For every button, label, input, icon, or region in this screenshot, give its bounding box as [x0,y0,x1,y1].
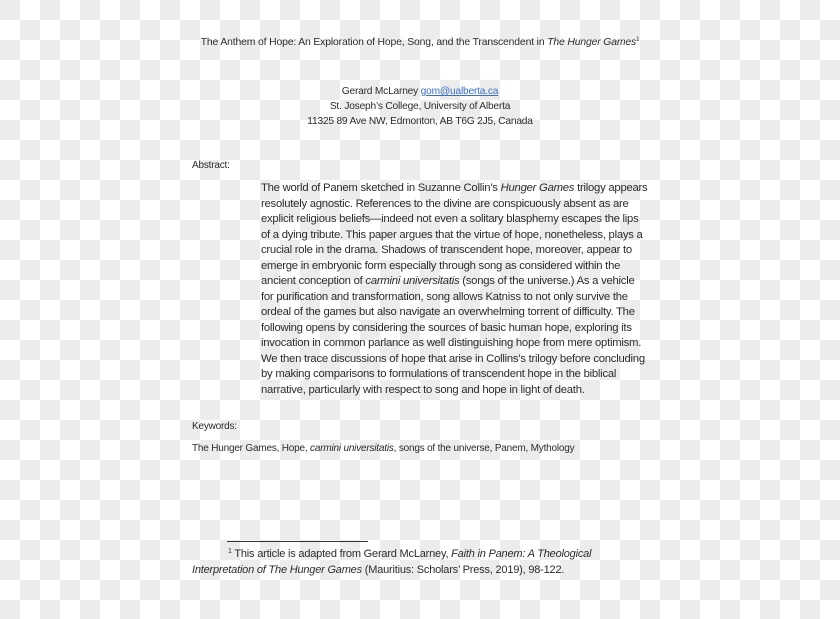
footnote-text: This article is adapted from Gerard McLarney, [231,548,452,560]
keywords-label: Keywords: [192,421,237,432]
abstract-text: (songs of the universe.) As a vehicle [459,275,635,287]
title-italic-text: The Hunger Games [547,37,637,48]
author-name: Gerard McLarney [341,86,421,97]
abstract-line [261,181,653,197]
footnote-line-2 [192,564,564,576]
abstract-line: crucial role in the drama. Shadows of transcendent hope, moreover, appear to [261,244,632,256]
abstract-label: Abstract: [192,160,230,171]
abstract-line: resolutely agnostic. References to the divine are conspicuously absent as are [261,197,629,210]
footnote-separator [227,541,368,542]
abstract-line: explicit religious beliefs—indeed not even a solitary blasphemy escapes the lips [261,213,639,225]
title-footnote-mark[interactable]: 1 [636,37,640,43]
author-line [0,86,840,97]
abstract-text: The world of Panem sketched in Suzanne Collin’s [261,182,501,194]
title-text: The Anthem of Hope: An Exploration of Hope, Song, and the Transcendent in [200,37,548,48]
keywords-list [192,443,574,454]
author-affiliation: St. Joseph’s College, University of Alberta [329,101,511,112]
footnote-line-1 [228,548,591,560]
author-address: 11325 89 Ave NW, Edmonton, AB T6G 2J5, Canada [307,116,533,127]
abstract-line: by making comparisons to formulations of transcendent hope in the biblical [261,368,617,380]
keywords-italic-text: carmini universitatis [310,443,394,454]
abstract-italic-text: carmini universitatis [365,275,460,287]
footnote-italic-text: Faith in Panem: A Theological [451,548,592,560]
footnote-italic-text: Interpretation of The Hunger Games [192,564,362,576]
abstract-line: narrative, particularly with respect to song and hope in light of death. [261,383,585,396]
abstract-text: ancient conception of [261,275,366,287]
footnote-mark: 1 [228,548,232,555]
document-title [0,37,840,48]
abstract-line: ordeal of the games but also navigate an overwhelming torrent of difficulty. The [261,306,635,318]
abstract-italic-text: Hunger Games [500,182,575,194]
abstract-body [261,181,653,398]
abstract-text: trilogy appears [574,182,648,194]
abstract-line [261,274,653,290]
keywords-text: The Hunger Games, Hope, [192,443,311,454]
abstract-line: following opens by considering the sources of basic human hope, exploring its [261,321,632,334]
footnote-text: (Mauritius: Scholars’ Press, 2019), 98-122. [361,564,565,576]
author-email-link[interactable]: gom@ualberta.ca [420,86,499,97]
abstract-line: invocation in common parlance as well distinguishing hope from mere optimism. [261,337,642,349]
abstract-line: We then trace discussions of hope that arise in Collins’s trilogy before concluding [261,352,645,365]
abstract-line: for purification and transformation, song allows Katniss to not only survive the [261,290,628,303]
abstract-line: emerge in embryonic form especially through song as considered within the [261,259,621,272]
keywords-text: , songs of the universe, Panem, Mythology [393,443,575,454]
abstract-line: of a dying tribute. This paper argues that the virtue of hope, nonetheless, plays a [261,228,643,241]
